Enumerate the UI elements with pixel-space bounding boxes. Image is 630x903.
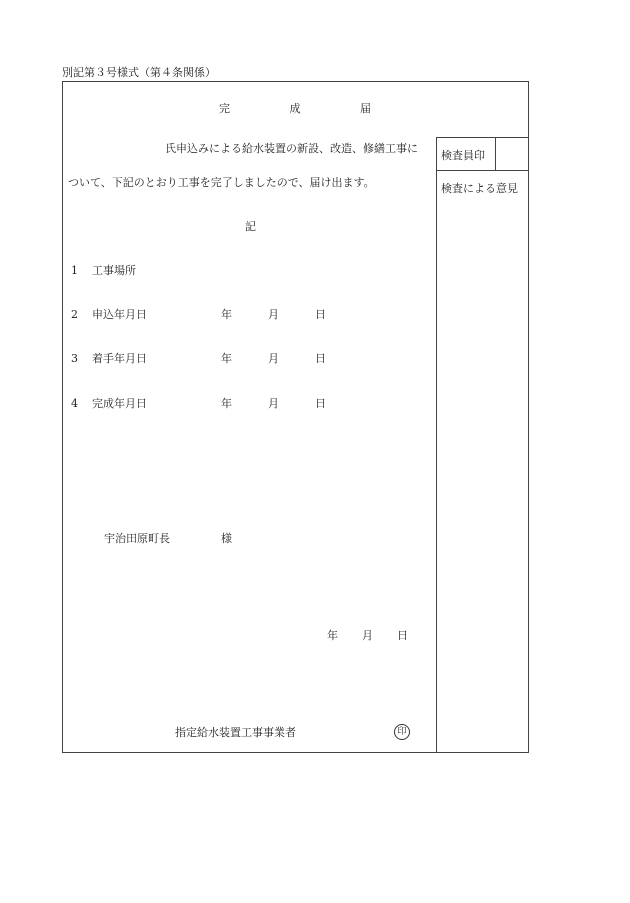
title-char-3: 届 [360,102,371,115]
item-1-number: 1 [71,264,78,277]
applicant-label: 指定給水装置工事事業者 [175,726,296,739]
seal-mark: 印 [394,724,410,740]
title-char-2: 成 [289,102,301,115]
item-4-number: 4 [71,397,78,410]
stamp-box-divider [495,137,496,171]
submission-day: 日 [397,629,408,642]
item-4-label: 完成年月日 [92,397,147,410]
submission-year: 年 [327,629,338,642]
item-2-number: 2 [71,308,78,321]
item-2-day: 日 [315,308,326,321]
side-column-top-rule [436,137,529,138]
item-1-label: 工事場所 [92,264,136,277]
body-text-line-2: ついて、下記のとおり工事を完了しましたので、届け出ます。 [68,176,375,189]
document-title [219,103,371,114]
submission-month: 月 [362,629,373,642]
inspection-opinion-label: 検査による意見 [441,182,518,195]
item-3-label: 着手年月日 [92,352,147,365]
item-4-year: 年 [221,397,232,410]
side-column-mid-rule [436,170,529,171]
ki-heading: 記 [245,220,256,233]
honorific: 様 [221,532,232,545]
item-4-month: 月 [268,397,279,410]
inspector-stamp-label: 検査員印 [441,149,485,162]
form-number: 別記第３号様式（第４条関係） [62,66,216,79]
item-3-year: 年 [221,352,232,365]
item-3-month: 月 [268,352,279,365]
item-2-label: 申込年月日 [92,308,147,321]
item-4-day: 日 [315,397,326,410]
addressee: 宇治田原町長 [104,532,170,545]
item-2-year: 年 [221,308,232,321]
item-2-month: 月 [268,308,279,321]
side-column-divider [436,137,437,753]
item-3-day: 日 [315,352,326,365]
body-text-line-1: 氏申込みによる給水装置の新設、改造、修繕工事に [165,142,418,155]
title-char-1: 完 [219,102,230,115]
item-3-number: 3 [71,352,78,365]
